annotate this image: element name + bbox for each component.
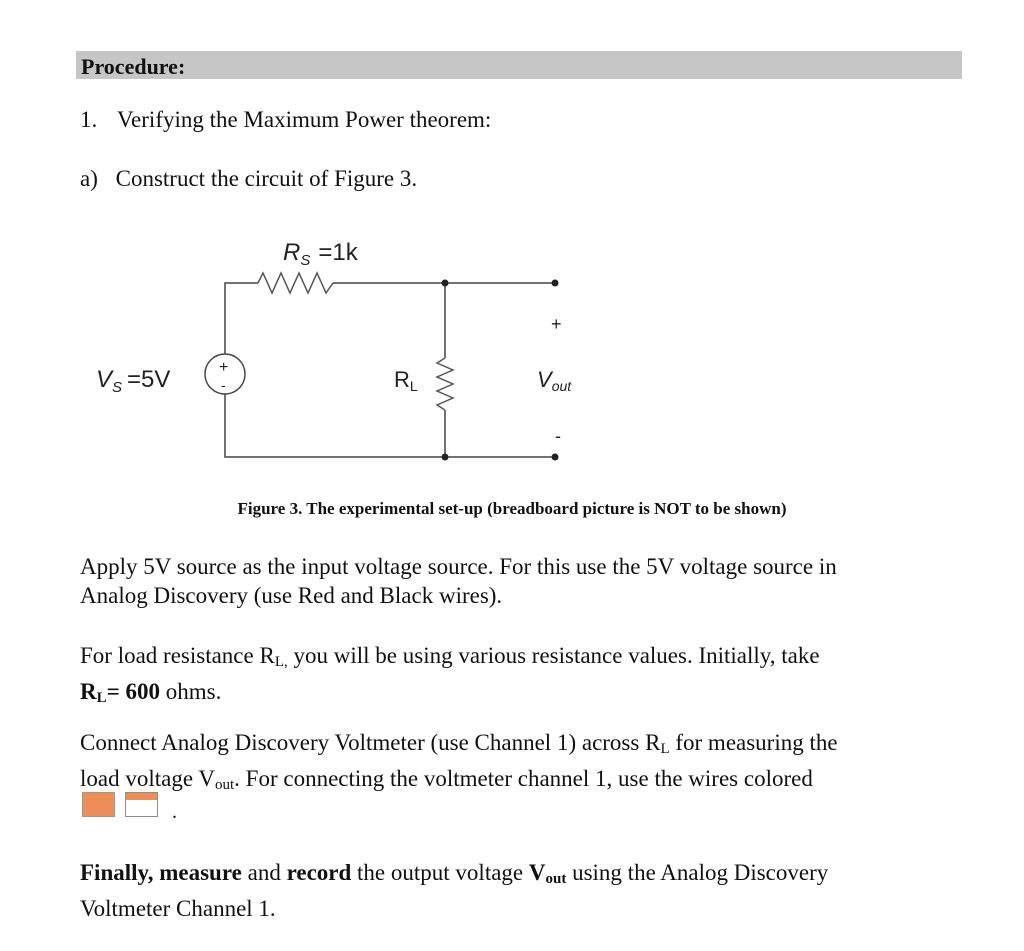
vout-label: Vout — [537, 367, 572, 394]
step-1-text: Verifying the Maximum Power theorem: — [117, 107, 492, 132]
source-minus: - — [221, 377, 226, 393]
para1-line2: Analog Discovery (use Red and Black wires). — [80, 583, 503, 608]
vout-plus: + — [551, 314, 562, 334]
terminal-dot — [552, 454, 559, 461]
terminal-dot — [552, 280, 559, 287]
paragraph-voltmeter — [80, 728, 940, 800]
procedure-heading: Procedure: — [81, 54, 186, 79]
swatch-period: . — [172, 801, 177, 823]
step-a-label: a) — [80, 166, 98, 191]
para3-line2: load voltage $V_{out}$. For connecting the voltmeter channel 1, use the wires colored — [80, 766, 813, 793]
para2-line2: $R_L= 600$ ohms. — [80, 679, 222, 706]
para1-line1: Apply 5V source as the input voltage source. For this use the 5V voltage source in — [80, 554, 837, 579]
para2-line1: For load resistance $R_{L,}$ you will be using various resistance values. Initially, take — [80, 643, 820, 670]
step-1-number: 1. — [80, 107, 98, 132]
wire-bottom-left — [225, 394, 555, 457]
paragraph-measure — [80, 858, 940, 923]
rs-label: $R_S =1k$ — [283, 239, 358, 269]
vout-minus: - — [555, 426, 561, 446]
resistor-rs — [258, 273, 333, 293]
node-dot — [442, 280, 449, 287]
para3-line1: Connect Analog Discovery Voltmeter (use Channel 1) across $R_L$ for measuring the — [80, 730, 838, 757]
paragraph-apply-source — [80, 552, 940, 610]
step-a-text: Construct the circuit of Figure 3. — [115, 166, 418, 191]
vs-label: $V_S =5V$ — [96, 366, 171, 396]
resistor-rl — [437, 358, 453, 410]
node-dot — [442, 454, 449, 461]
figure-caption: Figure 3. The experimental set-up (breadboard picture is NOT to be shown) — [237, 499, 787, 518]
para4-line1: Finally, measure and record the output voltage $V_{out}$ using the Analog Discovery — [80, 860, 829, 887]
orange-wire-swatch — [82, 792, 115, 817]
orange-white-wire-swatch — [125, 792, 158, 817]
para4-line2: Voltmeter Channel 1. — [80, 896, 276, 921]
paragraph-load-resistance — [80, 641, 940, 713]
rl-label: RL — [394, 367, 418, 394]
wire-top-left — [225, 283, 258, 354]
source-plus: + — [219, 359, 229, 376]
